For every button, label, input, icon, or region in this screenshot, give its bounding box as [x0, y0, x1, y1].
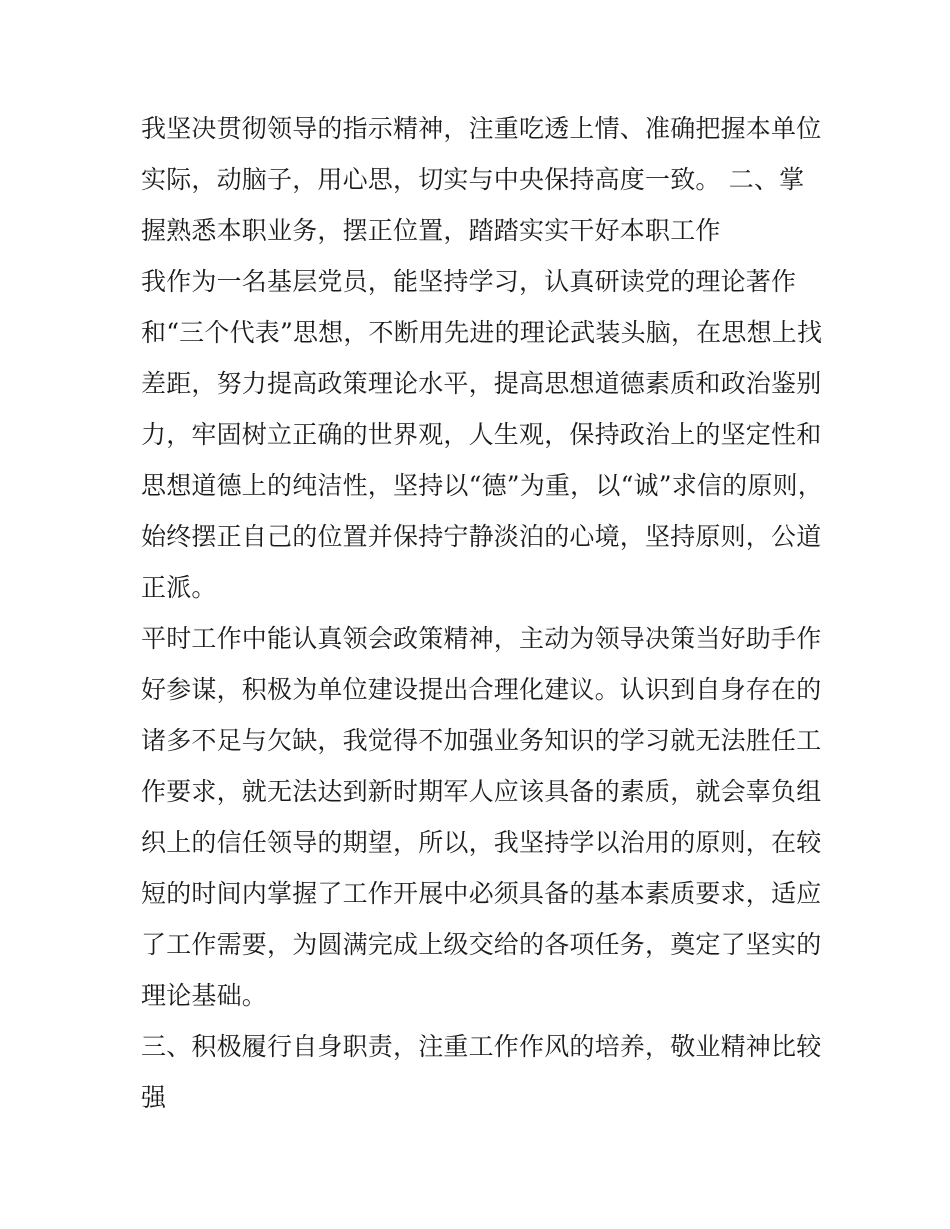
text-line-18: 理论基础。: [141, 981, 268, 1010]
text-line-6: 差距，努力提高政策理论水平，提高思想道德素质和政治鉴别: [141, 369, 822, 398]
text-line-14: 作要求，就无法达到新时期军人应该具备的素质，就会辜负组: [141, 777, 822, 806]
text-line-13: 诸多不足与欠缺，我觉得不加强业务知识的学习就无法胜任工: [141, 726, 822, 755]
text-line-4: 我作为一名基层党员，能坚持学习，认真研读党的理论著作: [141, 267, 797, 296]
text-line-20: 强: [141, 1083, 167, 1112]
text-line-12: 好参谋，积极为单位建设提出合理化建议。认识到自身存在的: [141, 675, 822, 704]
document-body: [141, 103, 821, 1123]
text-line-8: 思想道德上的纯洁性，坚持以“德”为重，以“诚”求信的原则，: [141, 471, 823, 500]
text-line-5: 和“三个代表”思想，不断用先进的理论武装头脑，在思想上找: [141, 318, 823, 347]
text-line-3: 握熟悉本职业务，摆正位置，踏踏实实干好本职工作: [141, 216, 721, 245]
text-line-10: 正派。: [141, 573, 217, 602]
text-line-16: 短的时间内掌握了工作开展中必须具备的基本素质要求，适应: [141, 879, 822, 908]
text-line-11: 平时工作中能认真领会政策精神，主动为领导决策当好助手作: [141, 624, 822, 653]
text-line-19: 三、积极履行自身职责，注重工作作风的培养，敬业精神比较: [141, 1032, 822, 1061]
text-line-2: 实际，动脑子，用心思，切实与中央保持高度一致。 二、掌: [141, 165, 805, 194]
text-line-9: 始终摆正自己的位置并保持宁静淡泊的心境，坚持原则，公道: [141, 522, 822, 551]
text-line-17: 了工作需要，为圆满完成上级交给的各项任务，奠定了坚实的: [141, 930, 822, 959]
text-line-15: 织上的信任领导的期望，所以，我坚持学以治用的原则，在较: [141, 828, 822, 857]
text-line-1: 我坚决贯彻领导的指示精神，注重吃透上情、准确把握本单位: [141, 114, 822, 143]
text-line-7: 力，牢固树立正确的世界观，人生观，保持政治上的坚定性和: [141, 420, 822, 449]
